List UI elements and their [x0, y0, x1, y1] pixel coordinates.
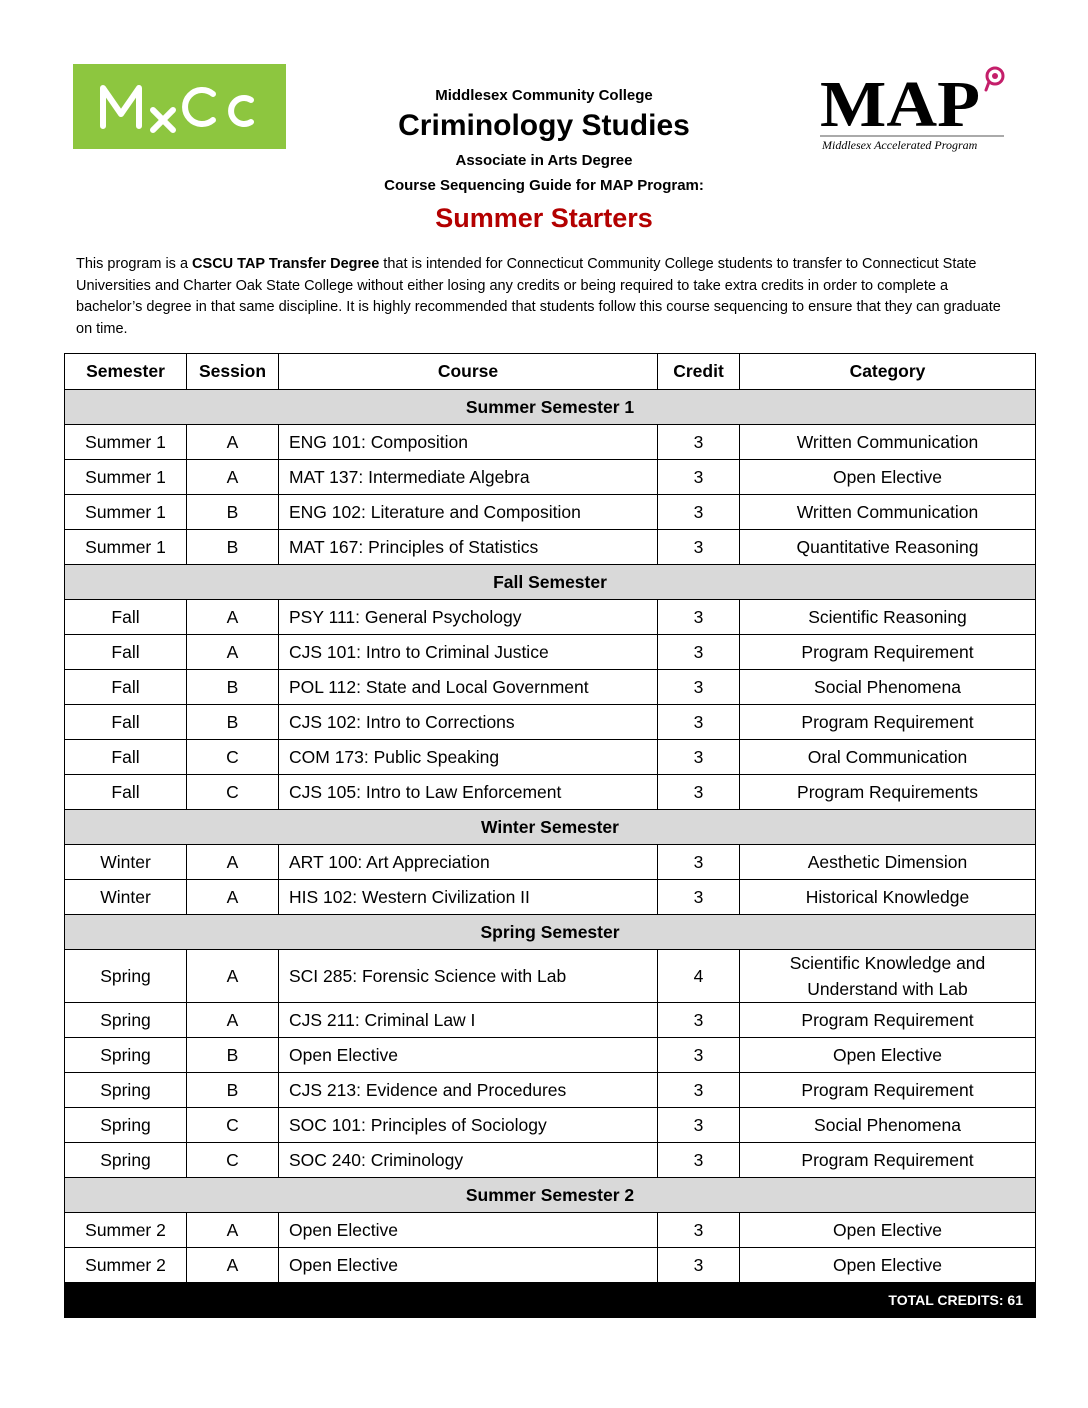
table-row	[65, 1038, 1036, 1073]
cell-semester: Spring	[65, 1143, 187, 1178]
cell-course: MAT 167: Principles of Statistics	[279, 530, 658, 565]
table-row	[65, 670, 1036, 705]
section-title: Summer Semester 1	[65, 390, 1036, 425]
cell-credit: 3	[658, 460, 740, 495]
table-row	[65, 1213, 1036, 1248]
cell-session: B	[187, 705, 279, 740]
cell-semester: Fall	[65, 740, 187, 775]
column-header-semester: Semester	[65, 354, 187, 390]
cell-course: SOC 240: Criminology	[279, 1143, 658, 1178]
cell-session: A	[187, 425, 279, 460]
cell-credit: 3	[658, 1038, 740, 1073]
cell-credit: 3	[658, 775, 740, 810]
cell-course: CJS 105: Intro to Law Enforcement	[279, 775, 658, 810]
cell-session: A	[187, 460, 279, 495]
cell-session: B	[187, 1038, 279, 1073]
table-header-row	[65, 354, 1036, 390]
column-header-category: Category	[740, 354, 1036, 390]
table-row	[65, 740, 1036, 775]
cell-course: MAT 137: Intermediate Algebra	[279, 460, 658, 495]
cell-session: A	[187, 950, 279, 1003]
cell-semester: Spring	[65, 1038, 187, 1073]
cell-session: A	[187, 1213, 279, 1248]
cell-semester: Winter	[65, 880, 187, 915]
table-row	[65, 1143, 1036, 1178]
map-logo-subtitle: Middlesex Accelerated Program	[822, 138, 978, 152]
cell-course: Open Elective	[279, 1248, 658, 1283]
svg-text:MAP: MAP	[820, 68, 980, 141]
cell-course: HIS 102: Western Civilization II	[279, 880, 658, 915]
table-body	[65, 390, 1036, 1283]
cell-session: A	[187, 1003, 279, 1038]
table-row	[65, 880, 1036, 915]
cell-category: Historical Knowledge	[740, 880, 1036, 915]
table-row	[65, 635, 1036, 670]
cell-course: PSY 111: General Psychology	[279, 600, 658, 635]
cell-credit: 3	[658, 1248, 740, 1283]
column-header-credit: Credit	[658, 354, 740, 390]
cell-semester: Summer 2	[65, 1248, 187, 1283]
cell-session: A	[187, 845, 279, 880]
cell-credit: 3	[658, 705, 740, 740]
program-title: Criminology Studies	[398, 109, 690, 142]
cell-session: A	[187, 600, 279, 635]
cell-course: ENG 101: Composition	[279, 425, 658, 460]
cell-course: CJS 213: Evidence and Procedures	[279, 1073, 658, 1108]
cell-semester: Summer 1	[65, 460, 187, 495]
section-header-row	[65, 1178, 1036, 1213]
cell-semester: Summer 1	[65, 495, 187, 530]
table-row	[65, 460, 1036, 495]
cell-session: C	[187, 740, 279, 775]
cell-credit: 4	[658, 950, 740, 1003]
cell-credit: 3	[658, 1213, 740, 1248]
table-row	[65, 705, 1036, 740]
table-row	[65, 1108, 1036, 1143]
cell-session: C	[187, 775, 279, 810]
cell-semester: Winter	[65, 845, 187, 880]
intro-text-after: that is intended for Connecticut Community College students to transfer to Connecticut State Universities and Charter Oak State College without either losing any credits or being required to take extra credits in order to complete a bachelor’s degree in that same discipline. It is highly recommended that students follow this course sequencing to ensure that they can graduate on time.	[76, 256, 1001, 337]
cell-category: Program Requirement	[740, 1073, 1036, 1108]
cell-credit: 3	[658, 495, 740, 530]
section-header-row	[65, 810, 1036, 845]
table-row	[65, 600, 1036, 635]
cell-credit: 3	[658, 1003, 740, 1038]
section-header-row	[65, 390, 1036, 425]
cell-session: A	[187, 880, 279, 915]
cell-course: COM 173: Public Speaking	[279, 740, 658, 775]
cell-semester: Summer 2	[65, 1213, 187, 1248]
mxcc-logo	[73, 64, 286, 149]
cell-course: ART 100: Art Appreciation	[279, 845, 658, 880]
cell-course: ENG 102: Literature and Composition	[279, 495, 658, 530]
cell-course: SOC 101: Principles of Sociology	[279, 1108, 658, 1143]
cell-session: A	[187, 1248, 279, 1283]
cell-semester: Fall	[65, 635, 187, 670]
cell-course: CJS 102: Intro to Corrections	[279, 705, 658, 740]
cell-course: Open Elective	[279, 1213, 658, 1248]
cell-course: Open Elective	[279, 1038, 658, 1073]
cell-semester: Spring	[65, 1108, 187, 1143]
cell-category: Social Phenomena	[740, 1108, 1036, 1143]
cell-session: A	[187, 635, 279, 670]
cell-semester: Spring	[65, 950, 187, 1003]
cell-category: Written Communication	[740, 495, 1036, 530]
section-header-row	[65, 565, 1036, 600]
cell-credit: 3	[658, 845, 740, 880]
course-sequence-table	[64, 353, 1036, 1318]
cell-session: B	[187, 495, 279, 530]
section-title: Fall Semester	[65, 565, 1036, 600]
cell-semester: Spring	[65, 1073, 187, 1108]
cell-credit: 3	[658, 530, 740, 565]
cell-category: Oral Communication	[740, 740, 1036, 775]
section-title: Winter Semester	[65, 810, 1036, 845]
cell-session: C	[187, 1108, 279, 1143]
mxcc-logo-mark	[73, 64, 286, 149]
cell-session: B	[187, 670, 279, 705]
table-row	[65, 530, 1036, 565]
cell-category: Open Elective	[740, 460, 1036, 495]
cell-credit: 3	[658, 670, 740, 705]
cell-category: Scientific Reasoning	[740, 600, 1036, 635]
cell-semester: Fall	[65, 600, 187, 635]
cell-credit: 3	[658, 425, 740, 460]
college-name: Middlesex Community College	[435, 87, 653, 104]
cell-credit: 3	[658, 740, 740, 775]
cell-credit: 3	[658, 635, 740, 670]
table-row	[65, 1073, 1036, 1108]
table-row	[65, 1003, 1036, 1038]
cell-semester: Fall	[65, 775, 187, 810]
section-header-row	[65, 915, 1036, 950]
cell-session: B	[187, 530, 279, 565]
cell-credit: 3	[658, 1143, 740, 1178]
cell-course: POL 112: State and Local Government	[279, 670, 658, 705]
cell-category: Program Requirement	[740, 1003, 1036, 1038]
cell-category: Program Requirement	[740, 635, 1036, 670]
cell-credit: 3	[658, 600, 740, 635]
cell-category: Open Elective	[740, 1248, 1036, 1283]
column-header-session: Session	[187, 354, 279, 390]
map-logo	[818, 66, 1018, 156]
guide-title: Course Sequencing Guide for MAP Program:	[384, 177, 704, 194]
cell-category: Open Elective	[740, 1038, 1036, 1073]
cell-semester: Spring	[65, 1003, 187, 1038]
cell-semester: Summer 1	[65, 425, 187, 460]
intro-text-before: This program is a	[76, 256, 193, 272]
cell-semester: Fall	[65, 670, 187, 705]
cell-category: Quantitative Reasoning	[740, 530, 1036, 565]
cell-credit: 3	[658, 1108, 740, 1143]
table-row	[65, 425, 1036, 460]
cell-course: CJS 211: Criminal Law I	[279, 1003, 658, 1038]
cell-category: Aesthetic Dimension	[740, 845, 1036, 880]
table-row	[65, 775, 1036, 810]
degree-title: Associate in Arts Degree	[455, 152, 633, 169]
table-row	[65, 495, 1036, 530]
section-title: Spring Semester	[65, 915, 1036, 950]
cohort-title: Summer Starters	[435, 203, 653, 233]
cell-category: Social Phenomena	[740, 670, 1036, 705]
table-row	[65, 950, 1036, 1003]
cell-semester: Fall	[65, 705, 187, 740]
intro-paragraph	[76, 254, 1016, 340]
total-credits-row	[65, 1283, 1036, 1318]
table-row	[65, 1248, 1036, 1283]
cell-session: C	[187, 1143, 279, 1178]
document-header	[300, 86, 788, 235]
cell-category: Written Communication	[740, 425, 1036, 460]
cell-category: Program Requirement	[740, 705, 1036, 740]
total-credits: TOTAL CREDITS: 61	[65, 1283, 1036, 1318]
cell-semester: Summer 1	[65, 530, 187, 565]
cell-category: Program Requirements	[740, 775, 1036, 810]
cell-credit: 3	[658, 880, 740, 915]
cell-category: Open Elective	[740, 1213, 1036, 1248]
cell-course: CJS 101: Intro to Criminal Justice	[279, 635, 658, 670]
cell-category: Scientific Knowledge and Understand with Lab	[740, 950, 1036, 1003]
cell-course: SCI 285: Forensic Science with Lab	[279, 950, 658, 1003]
intro-text-bold: CSCU TAP Transfer Degree	[192, 256, 380, 272]
cell-session: B	[187, 1073, 279, 1108]
column-header-course: Course	[279, 354, 658, 390]
table-row	[65, 845, 1036, 880]
section-title: Summer Semester 2	[65, 1178, 1036, 1213]
cell-category: Program Requirement	[740, 1143, 1036, 1178]
cell-credit: 3	[658, 1073, 740, 1108]
